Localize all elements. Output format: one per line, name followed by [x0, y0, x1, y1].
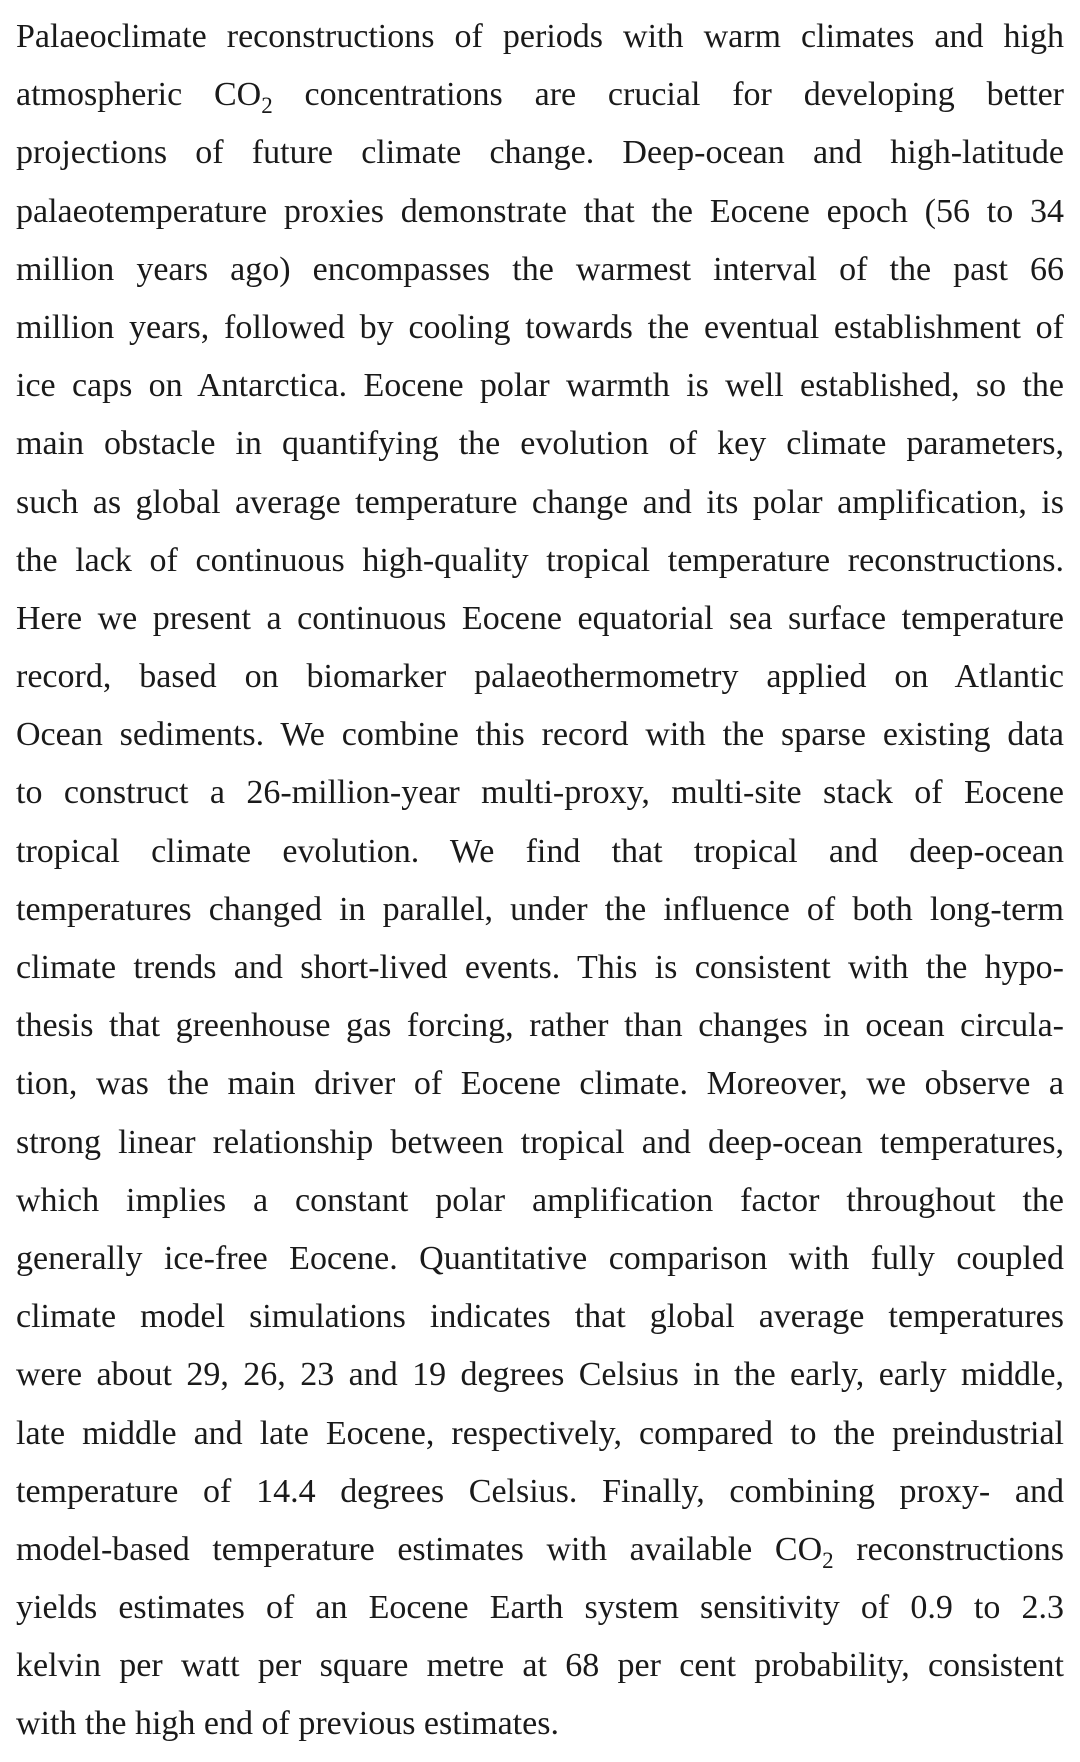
abstract-line: the lack of continuous high-quality tropical temperature reconstructions. [16, 541, 1064, 579]
abstract-line: thesis that greenhouse gas forcing, rather than changes in ocean circula- [16, 1007, 1064, 1045]
abstract-line: climate model simulations indicates that global average temperatures [16, 1298, 1064, 1336]
abstract-line: yields estimates of an Eocene Earth system sensitivity of 0.9 to 2.3 [16, 1589, 1064, 1627]
abstract-paragraph [16, 8, 1064, 1754]
line-text: atmospheric CO [16, 76, 262, 114]
abstract-line: which implies a constant polar amplification factor throughout the [16, 1181, 1064, 1219]
subscript: 2 [822, 1547, 834, 1573]
abstract-line: with the high end of previous estimates. [16, 1705, 559, 1743]
abstract-line: million years ago) encompasses the warmest interval of the past 66 [16, 250, 1064, 288]
abstract-line: to construct a 26-million-year multi-proxy, multi-site stack of Eocene [16, 774, 1064, 812]
abstract-line: strong linear relationship between tropical and deep-ocean temperatures, [16, 1123, 1064, 1161]
abstract-line: million years, followed by cooling towards the eventual establishment of [16, 308, 1064, 346]
abstract-line: Ocean sediments. We combine this record with the sparse existing data [16, 716, 1064, 754]
abstract-line: tion, was the main driver of Eocene climate. Moreover, we observe a [16, 1065, 1064, 1103]
abstract-line: Palaeoclimate reconstructions of periods with warm climates and high [16, 18, 1064, 55]
abstract-line: were about 29, 26, 23 and 19 degrees Celsius in the early, early middle, [16, 1356, 1064, 1394]
abstract-line: generally ice-free Eocene. Quantitative comparison with fully coupled [16, 1239, 1064, 1277]
abstract-line: record, based on biomarker palaeothermometry applied on Atlantic [16, 658, 1064, 696]
abstract-line [16, 1521, 1064, 1579]
subscript: 2 [261, 93, 273, 119]
abstract-line: projections of future climate change. Deep-ocean and high-latitude [16, 134, 1064, 172]
abstract-line: palaeotemperature proxies demonstrate that the Eocene epoch (56 to 34 [16, 192, 1064, 230]
line-text: reconstructions [833, 1530, 1065, 1568]
abstract-line [16, 66, 1064, 124]
abstract-line: tropical climate evolution. We find that tropical and deep-ocean [16, 832, 1064, 870]
abstract-line: temperatures changed in parallel, under the influence of both long-term [16, 890, 1064, 928]
abstract-line: climate trends and short-lived events. This is consistent with the hypo- [16, 949, 1064, 986]
abstract-line: Here we present a continuous Eocene equatorial sea surface temperature [16, 599, 1064, 637]
abstract-line: main obstacle in quantifying the evolution of key climate parameters, [16, 425, 1064, 463]
line-text: concentrations are crucial for developing better [272, 76, 1064, 114]
abstract-line: temperature of 14.4 degrees Celsius. Finally, combining proxy- and [16, 1472, 1064, 1510]
line-text: model-based temperature estimates with available CO [16, 1530, 823, 1568]
abstract-line: such as global average temperature change and its polar amplification, is [16, 483, 1064, 521]
abstract-line: kelvin per watt per square metre at 68 per cent probability, consistent [16, 1647, 1064, 1685]
abstract-line: ice caps on Antarctica. Eocene polar warmth is well established, so the [16, 367, 1064, 405]
abstract-line: late middle and late Eocene, respectively, compared to the preindustrial [16, 1414, 1064, 1452]
